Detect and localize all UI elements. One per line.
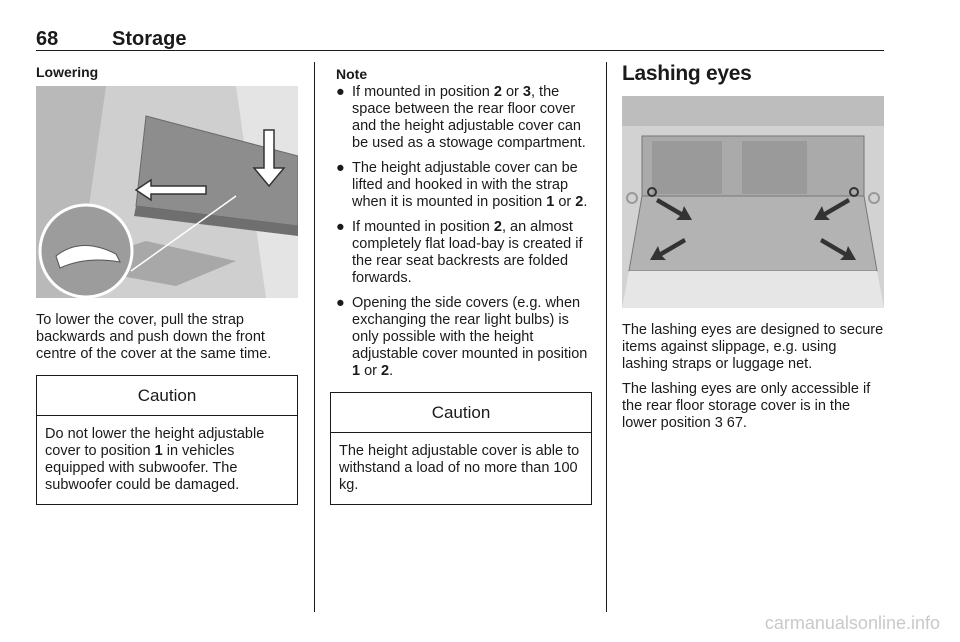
column-middle bbox=[330, 62, 592, 505]
page-reference-icon: 3 bbox=[714, 415, 723, 431]
note-list bbox=[330, 84, 592, 380]
watermark: carmanualsonline.info bbox=[764, 613, 940, 633]
note-label: Note bbox=[336, 66, 368, 82]
page-title: Storage bbox=[112, 28, 187, 50]
caution-title: Caution bbox=[37, 376, 297, 416]
caution-text: The height adjustable cover is able to withstand a load of no more than 100 kg. bbox=[339, 443, 580, 493]
lashing-eyes-description: The lashing eyes are designed to secure items against slippage, e.g. using lashing straps or luggage net. bbox=[622, 322, 884, 372]
lashing-eyes-access: The lashing eyes are only accessible if the rear floor storage cover is in the lower position 3 67. bbox=[622, 381, 871, 431]
column-divider-1 bbox=[314, 62, 315, 612]
page-header bbox=[36, 28, 884, 51]
list-item: ● If mounted in position 2, an almost completely flat load-bay is created if the rear seat backrests are folded forwards. bbox=[336, 219, 583, 286]
lowering-instructions: To lower the cover, pull the strap backwards and push down the front centre of the cover at the same time. bbox=[36, 312, 272, 362]
bullet-icon: ● bbox=[336, 295, 345, 311]
list-item: ● If mounted in position 2 or 3, the space between the rear floor cover and the height adjustable cover can be used as a stowage compartment. bbox=[336, 84, 586, 151]
list-item: ● Opening the side covers (e.g. when exchanging the rear light bulbs) is only possible with the height adjustable cover mounted in position 1 or 2. bbox=[336, 295, 588, 379]
caution-box-subwoofer bbox=[36, 375, 298, 505]
bullet-icon: ● bbox=[336, 160, 345, 176]
figure-lashing-eyes bbox=[622, 96, 884, 308]
bullet-icon: ● bbox=[336, 84, 345, 100]
caution-text: Do not lower the height adjustable cover to position 1 in vehicles equipped with subwoofer. The subwoofer could be damaged. bbox=[45, 426, 265, 493]
list-item: ● The height adjustable cover can be lifted and hooked in with the strap when it is mounted in position 1 or 2. bbox=[336, 160, 588, 210]
caution-title: Caution bbox=[331, 393, 591, 433]
caution-box-load bbox=[330, 392, 592, 505]
figure-lowering-cover bbox=[36, 86, 298, 298]
column-divider-2 bbox=[606, 62, 607, 612]
column-left bbox=[36, 62, 298, 505]
column-right bbox=[622, 62, 884, 440]
section-subheading-lowering: Lowering bbox=[36, 64, 99, 80]
lashing-eyes-illustration bbox=[622, 96, 884, 308]
lowering-illustration bbox=[36, 86, 298, 298]
bullet-icon: ● bbox=[336, 219, 345, 235]
section-heading-lashing-eyes: Lashing eyes bbox=[622, 62, 752, 85]
page-number: 68 bbox=[36, 28, 59, 50]
